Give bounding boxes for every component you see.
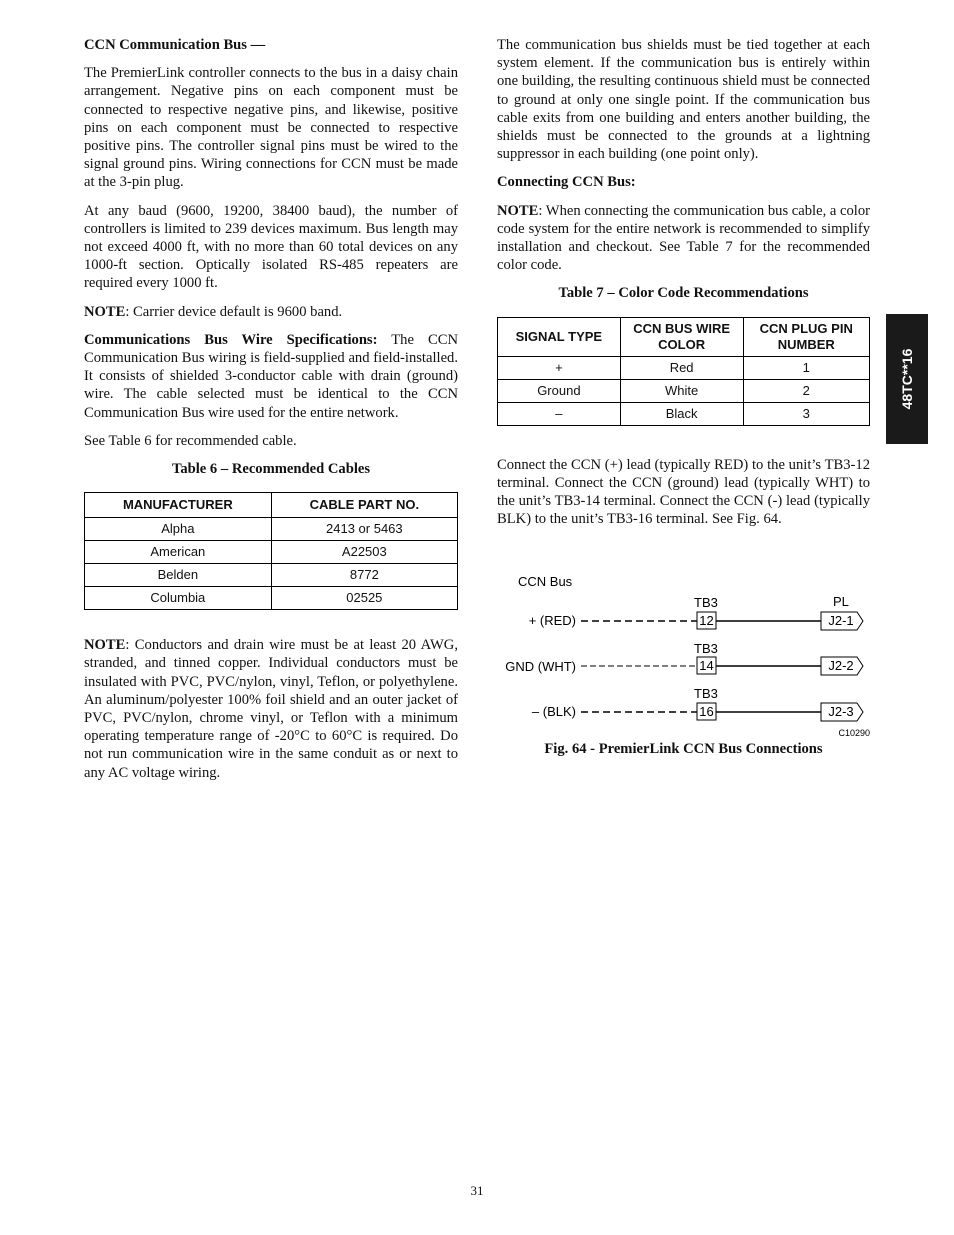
note-label: NOTE bbox=[84, 637, 126, 654]
header-wire-color: CCN BUS WIRE COLOR bbox=[620, 317, 743, 356]
header-manufacturer: MANUFACTURER bbox=[85, 493, 272, 518]
table-row bbox=[498, 402, 870, 425]
cell-pin: 1 bbox=[743, 356, 870, 379]
terminal-number: 14 bbox=[699, 658, 714, 673]
table-row bbox=[85, 541, 458, 564]
table-row bbox=[85, 587, 458, 610]
note-conductors bbox=[84, 636, 458, 782]
cell-part: 8772 bbox=[271, 564, 457, 587]
pin-label: J2-1 bbox=[828, 613, 854, 628]
header-cable-part: CABLE PART NO. bbox=[271, 493, 457, 518]
paragraph-daisy-chain: The PremierLink controller connects to the bus in a daisy chain arrangement. Negative pins on each component must be connected to respective negative pins, and likewise, positive pins on each component must be connected to respective positive pins. The controller signal pins must be wired to the signal ground pins. Wiring connections for CCN must be made at the 3-pin plug. bbox=[84, 65, 458, 191]
cell-manufacturer: Belden bbox=[85, 564, 272, 587]
tb3-label: TB3 bbox=[694, 686, 718, 701]
paragraph-wire-specs bbox=[84, 331, 458, 422]
side-tab bbox=[886, 314, 928, 444]
table-row bbox=[498, 379, 870, 402]
wire-label: GND (WHT) bbox=[505, 659, 576, 674]
recommended-cables-table bbox=[84, 492, 458, 610]
paragraph-connect-leads: Connect the CCN (+) lead (typically RED) to the unit’s TB3-12 terminal. Connect the CCN (ground) lead (typically WHT) to the unit’s TB3-14 terminal. Connect the CCN (-) lead (typically BLK) to the unit’s TB3-16 terminal. See Fig. 64. bbox=[497, 456, 870, 528]
connecting-heading: Connecting CCN Bus: bbox=[497, 174, 636, 191]
figure-code: C10290 bbox=[838, 728, 870, 738]
spec-text: The CCN Communication Bus wiring is field-supplied and field-installed. It consists of shielded 3-conductor cable with drain (ground) wire. The cable selected must be identical to the CCN Communication Bus wire used for the entire network. bbox=[84, 331, 458, 421]
cell-signal: + bbox=[498, 356, 621, 379]
note-label: NOTE bbox=[84, 303, 126, 320]
cell-manufacturer: American bbox=[85, 541, 272, 564]
cell-signal: Ground bbox=[498, 379, 621, 402]
figure-caption: Fig. 64 - PremierLink CCN Bus Connections bbox=[544, 741, 823, 757]
note-label: NOTE bbox=[497, 202, 539, 219]
table-row bbox=[85, 518, 458, 541]
header-signal-type: SIGNAL TYPE bbox=[498, 317, 621, 356]
table-header-row bbox=[85, 493, 458, 518]
cell-color: White bbox=[620, 379, 743, 402]
page-number: 31 bbox=[470, 1183, 484, 1198]
table6-caption: Table 6 – Recommended Cables bbox=[171, 461, 371, 478]
cell-part: A22503 bbox=[271, 541, 457, 564]
cell-pin: 2 bbox=[743, 379, 870, 402]
section-heading: CCN Communication Bus — bbox=[84, 37, 266, 53]
paragraph-shields: The communication bus shields must be tied together at each system element. If the communication bus is entirely within one building, the resulting continuous shield must be connected to ground at only one single point. If the communication bus cable exits from one building and enters another building, the shields must be connected to the grounds at a lightning suppressor in each building (one point only). bbox=[497, 37, 870, 163]
note-text: : When connecting the communication bus cable, a color code system for the entire network is recommended to simplify installation and checkout. See Table 7 for the recommended color code. bbox=[497, 202, 870, 274]
cell-pin: 3 bbox=[743, 402, 870, 425]
cell-part: 2413 or 5463 bbox=[271, 518, 457, 541]
terminal-number: 12 bbox=[699, 613, 714, 628]
table7-caption: Table 7 – Color Code Recommendations bbox=[558, 285, 809, 302]
note-text: : Conductors and drain wire must be at least 20 AWG, stranded, and tinned copper. Individual conductors must be insulated with PVC, PVC/nylon, vinyl, Teflon, or polyethylene. An aluminum/polyester 100% foil shield and an outer jacket of PVC, PVC/nylon, chrome vinyl, or Teflon with a minimum operating temperature range of -20°C to 60°C is required. Do not run communication wire in the same conduit as or next to any AC voltage wiring. bbox=[84, 637, 458, 781]
cell-color: Black bbox=[620, 402, 743, 425]
cell-color: Red bbox=[620, 356, 743, 379]
pin-label: J2-3 bbox=[828, 704, 854, 719]
spec-label: Communications Bus Wire Specifications: bbox=[84, 331, 378, 348]
bus-label: CCN Bus bbox=[518, 574, 573, 589]
cell-part: 02525 bbox=[271, 587, 457, 610]
left-column bbox=[84, 36, 458, 792]
side-tab-label: 48TC**16 bbox=[899, 348, 915, 410]
table-header-row bbox=[498, 317, 870, 356]
table-row bbox=[498, 356, 870, 379]
right-column bbox=[497, 36, 870, 538]
note-color-code bbox=[497, 202, 870, 275]
header-pin-number: CCN PLUG PIN NUMBER bbox=[743, 317, 870, 356]
pl-label: PL bbox=[833, 594, 849, 609]
note-text: : Carrier device default is 9600 band. bbox=[125, 303, 343, 320]
ccn-bus-diagram bbox=[497, 570, 870, 738]
terminal-number: 16 bbox=[699, 704, 714, 719]
tb3-label: TB3 bbox=[694, 595, 718, 610]
wire-label: + (RED) bbox=[528, 613, 576, 628]
cell-manufacturer: Alpha bbox=[85, 518, 272, 541]
note-default-baud bbox=[84, 303, 458, 321]
color-code-table bbox=[497, 317, 870, 426]
pin-label: J2-2 bbox=[828, 658, 854, 673]
cell-signal: – bbox=[498, 402, 621, 425]
paragraph-baud: At any baud (9600, 19200, 38400 baud), the number of controllers is limited to 239 devices maximum. Bus length may not exceed 4000 ft, with no more than 60 total devices on any 1000-ft section. Optically isolated RS-485 repeaters are required every 1000 ft. bbox=[84, 202, 458, 292]
table-row bbox=[85, 564, 458, 587]
paragraph-see-table: See Table 6 for recommended cable. bbox=[84, 432, 297, 449]
wire-label: – (BLK) bbox=[531, 704, 576, 719]
tb3-label: TB3 bbox=[694, 641, 718, 656]
cell-manufacturer: Columbia bbox=[85, 587, 272, 610]
